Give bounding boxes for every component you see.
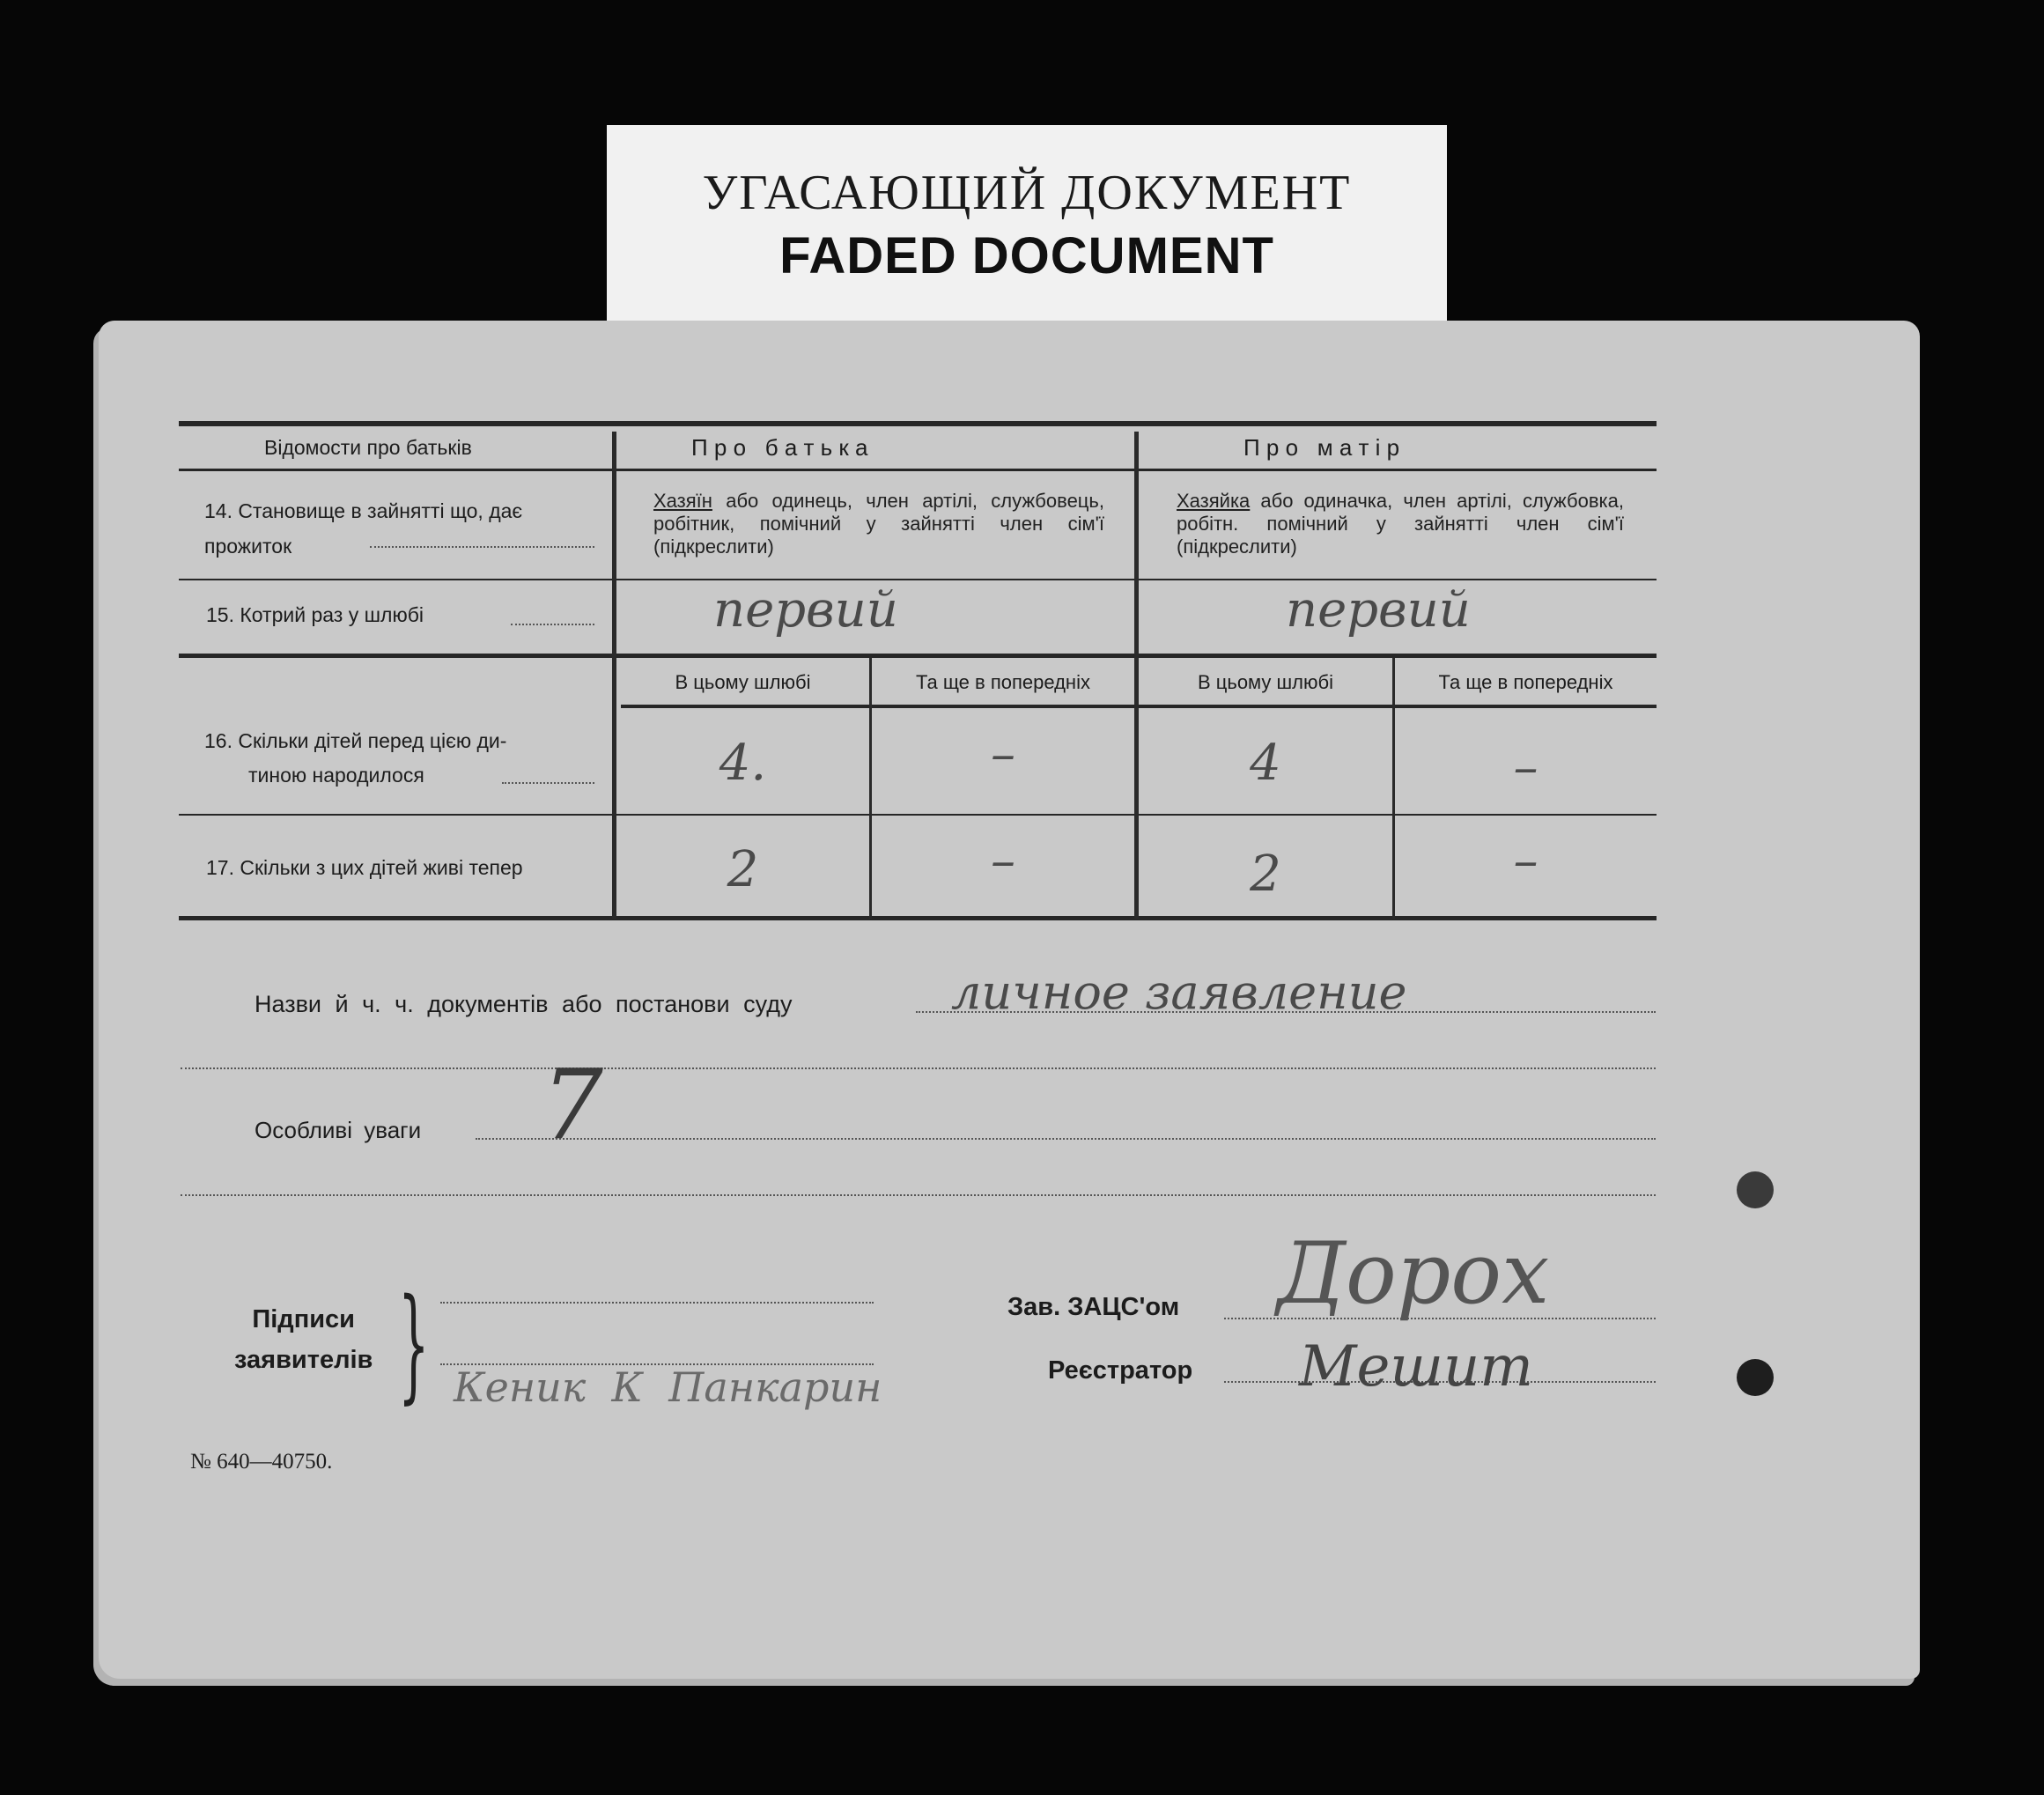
- zags-head-signature: Дорох: [1277, 1224, 1550, 1323]
- banner-english-line: FADED DOCUMENT: [779, 227, 1274, 284]
- documents-value: личное заявление: [951, 964, 1407, 1020]
- subheader-father-this-marriage: В цьому шлюбі: [675, 671, 811, 693]
- row16-label-dots: [502, 782, 594, 784]
- table-bottom-rule: [179, 916, 1657, 920]
- applicants-label-line2: заявителів: [234, 1346, 373, 1374]
- row15-label-dots: [511, 624, 594, 625]
- table-top-rule: [179, 421, 1657, 426]
- applicants-label-line1: Підписи: [252, 1305, 355, 1333]
- father-status-options: або одинець, член артілі, службовець, робітник, помічний у зайнятті член сім'ї (підкреслити): [653, 490, 1104, 558]
- registrar-label: Реєстратор: [1048, 1356, 1193, 1385]
- header-bottom-rule: [179, 469, 1657, 471]
- row16-label-line2: тиною народилося: [248, 764, 424, 787]
- row17-label: 17. Скільки з цих дітей живі тепер: [206, 856, 523, 879]
- subheader-mother-this-marriage: В цьому шлюбі: [1197, 671, 1334, 693]
- row16-mother-previous: –: [1513, 738, 1539, 796]
- row14-label-dots: [370, 546, 594, 548]
- row16-mother-this: 4: [1250, 734, 1281, 792]
- row17-mother-this: 2: [1250, 846, 1281, 903]
- zags-head-label: Зав. ЗАЦС'ом: [1007, 1293, 1180, 1321]
- applicants-signature-label: [234, 1299, 373, 1380]
- subheader-father-previous: Та ще в попередніх: [916, 671, 1090, 693]
- row17-father-previous: –: [991, 832, 1015, 890]
- banner-russian-line: УГАСАЮЩИЙ ДОКУМЕНТ: [702, 166, 1352, 220]
- faded-document-banner: [607, 125, 1447, 330]
- applicants-line1: [440, 1302, 874, 1304]
- applicants-signature-value: Кеник К Панкарин: [454, 1363, 882, 1411]
- notes-dots-line1: [476, 1138, 1656, 1140]
- form-number: № 640—40750.: [190, 1450, 333, 1474]
- mother-status-options: або одиначка, член артілі, службовка, робітн. помічний у зайнятті член сім'ї (підкреслити): [1177, 490, 1624, 558]
- row15-bottom-rule: [179, 654, 1657, 658]
- notes-label: Особливі уваги: [255, 1117, 422, 1143]
- registrar-signature: Мешит: [1299, 1334, 1533, 1400]
- header-about-father: П р о б а т ь к а: [691, 434, 868, 461]
- subheader-mother-previous: Та ще в попередніх: [1438, 671, 1613, 693]
- row14-label: 14. Становище в зайнятті що, дає прожиток: [204, 499, 523, 558]
- punch-hole: [1737, 1171, 1774, 1208]
- punch-hole: [1737, 1359, 1774, 1396]
- subheader-bottom-rule: [621, 705, 1657, 708]
- row14-father-text: [653, 490, 1104, 558]
- row16-father-previous: –: [991, 725, 1015, 783]
- row15-label: 15. Котрий раз у шлюбі: [206, 603, 424, 626]
- row15-father-value: первий: [713, 581, 898, 639]
- documents-label: Назви й ч. ч. документів або постанови суду: [255, 991, 793, 1017]
- notes-value: 7: [542, 1048, 603, 1161]
- applicants-brace: }: [398, 1273, 430, 1416]
- row14-mother-text: [1177, 490, 1624, 558]
- row17-father-this: 2: [727, 841, 759, 898]
- header-parents-info: Відомости про батьків: [264, 436, 472, 459]
- father-owner-word: Хазяїн: [653, 490, 712, 512]
- documents-dots-line2: [181, 1067, 1656, 1069]
- row16-father-this: 4.: [719, 734, 767, 792]
- header-about-mother: П р о м а т і р: [1243, 434, 1400, 461]
- mother-owner-word: Хазяйка: [1177, 490, 1251, 512]
- row16-label-line1: 16. Скільки дітей перед цією ди-: [204, 729, 507, 752]
- notes-dots-line2: [181, 1194, 1656, 1196]
- row17-mother-previous: –: [1513, 832, 1539, 890]
- row14-bottom-rule: [179, 579, 1657, 580]
- row15-mother-value: первий: [1286, 581, 1471, 639]
